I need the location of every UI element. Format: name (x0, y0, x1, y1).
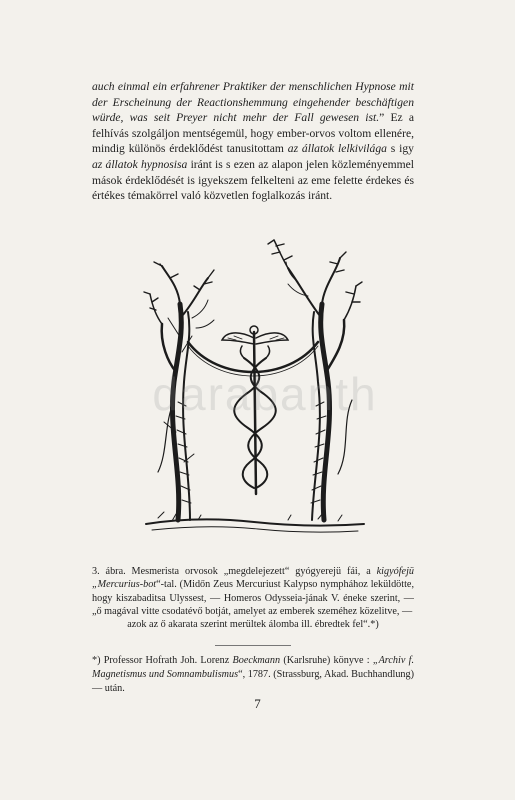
caption-last-line: azok az ő akarata szerint merültek álomba ill. ébredtek fel“.*) (127, 619, 379, 631)
footnote-italic-title: „Archiv f. Magnetismus und Somnambulismus (92, 655, 414, 680)
footnote-text-2: (Karlsruhe) könyve : (283, 655, 370, 666)
footnote-text-3: “, 1787. (Strassburg, Akad. Buchhandlung) — után. (92, 668, 414, 694)
watermark: darabanth (152, 368, 378, 420)
footnote-text-1: *) Professor Hofrath Joh. Lorenz (92, 655, 230, 666)
body-paragraph (92, 79, 414, 204)
caption-text-2: “-tal. (Midőn Zeus Mercuriust Kalypso nymphához leküldötte, hogy kiszabaditsa Ulyssest, — Homeros Odysseia-jának V. éneke szerint, — „ő magával vitte csodatévő botját, amelyet az emberek szeméhez közelitve, — (92, 579, 414, 617)
footnote-italic-name: Boeckmann (232, 655, 281, 666)
italic-quotation: auch einmal ein erfahrener Praktiker der menschlichen Hypnose mit der Erscheinung der Reactionshemmung eingehender beschäftigen würde, was seit Preyer nicht mehr der Fall gewesen ist. (92, 80, 414, 125)
body-text-1: ” Ez a felhívás szolgáljon mentségemül, hogy ember-orvos voltom ellenére, mindig különös érdeklődést tanusitottam (92, 111, 414, 156)
caduceus-illustration (138, 232, 370, 550)
figure-caption (92, 565, 414, 631)
body-text-3: iránt is s ezen az alapon jelen közleményemmel mások érdeklődését is igyekszem felkelteni az eme felette érdekes és értékes témakörrel való közvetlen foglalkozás iránt. (92, 157, 415, 203)
page-number: 7 (254, 696, 261, 711)
footnote-divider (215, 645, 291, 646)
caption-text-1: 3. ábra. Mesmerista orvosok „megdelejezett“ gyógyerejü fái, a (92, 566, 371, 577)
italic-phrase-animal-psyche: az állatok lelkivilága (287, 142, 387, 156)
footnote (92, 654, 414, 695)
caduceus-between-trees-icon (138, 232, 370, 550)
body-text-2: s igy (390, 142, 414, 156)
caption-italic-mercurius: kigyófejü „Mercurius-bot (92, 566, 414, 591)
italic-phrase-animal-hypnosis: az állatok hypnosisa (92, 157, 188, 171)
